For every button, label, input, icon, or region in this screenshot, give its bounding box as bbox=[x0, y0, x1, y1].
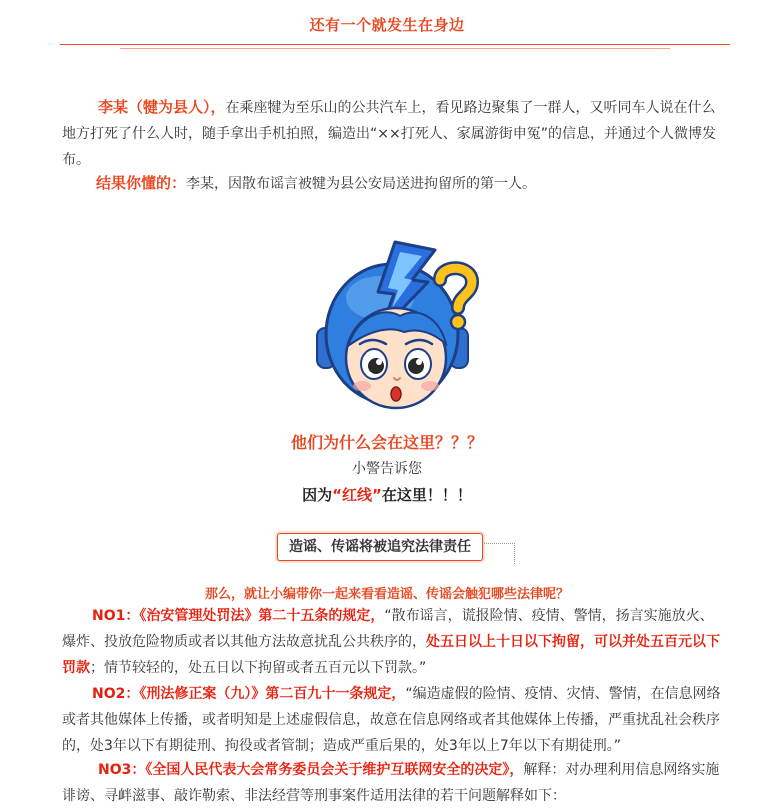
because-quote: “红线” bbox=[332, 486, 382, 504]
law-no2-text: “编造虚假的险情、疫情、灾情、警情，在信息网络或者其他媒体上传播，或者明知是上述虚假信息，故意在信息网络或者其他媒体上传播，严重扰乱社会秩序的，处3年以下有期徒刑、拘役或者管制；造成严重后果的，处3年以上7年以下有期徒刑。” bbox=[62, 686, 721, 754]
law-no3 bbox=[62, 757, 727, 809]
question-line: 他们为什么会在这里？？？ bbox=[290, 433, 483, 452]
title-divider bbox=[60, 44, 730, 45]
section-title: 还有一个就发生在身边 bbox=[309, 16, 465, 34]
law-no2 bbox=[62, 681, 727, 759]
law-no1-text-a: “散布谣言，谎报险情、疫情、警情，扬言实施放火、爆炸、投放危险物质或者以其他方法故意扰乱公共秩序的， bbox=[62, 608, 714, 650]
law-no1 bbox=[62, 603, 727, 681]
mascot-icon bbox=[300, 236, 490, 426]
because-line bbox=[0, 484, 774, 505]
law-no2-title: NO2：《刑法修正案（九）》第二百九十一条规定， bbox=[92, 686, 406, 702]
badge-dotted-connector bbox=[484, 543, 515, 564]
law-no1-text-b: ；情节较轻的，处五日以下拘留或者五百元以下罚款。” bbox=[90, 660, 427, 676]
law-no3-text: 解释：对办理利用信息网络实施诽谤、寻衅滋事、敲诈勒索、非法经营等刑事案件适用法律的若干问题解释如下： bbox=[62, 762, 720, 804]
law-no1-penalty: 处五日以上十日以下拘留，可以并处五百元以下罚款 bbox=[62, 634, 720, 676]
intro-line: 那么，就让小编带你一起来看看造谣、传谣会触犯哪些法律呢？ bbox=[204, 587, 569, 602]
story-name: 李某（犍为县人）， bbox=[98, 98, 226, 116]
law-no3-title: NO3：《全国人民代表大会常务委员会关于维护互联网安全的决定》， bbox=[98, 762, 524, 778]
warning-badge: 造谣、传谣将被追究法律责任 bbox=[277, 533, 483, 561]
title-divider-thin bbox=[120, 48, 670, 49]
result-text: 李某，因散布谣言被犍为县公安局送进拘留所的第一人。 bbox=[186, 176, 537, 192]
result-paragraph bbox=[96, 170, 726, 197]
result-label: 结果你懂的： bbox=[96, 174, 187, 192]
because-suffix: 在这里！！！ bbox=[381, 486, 472, 504]
sub-line: 小警告诉您 bbox=[352, 461, 422, 477]
story-paragraph bbox=[62, 94, 727, 173]
because-prefix: 因为 bbox=[302, 486, 333, 504]
story-text: 在乘座犍为至乐山的公共汽车上，看见路边聚集了一群人，又听同车人说在什么地方打死了什么人时，随手拿出手机拍照，编造出“××打死人、家属游街申冤”的信息，并通过个人微博发布。 bbox=[62, 100, 716, 168]
law-no1-title: NO1：《治安管理处罚法》第二十五条的规定， bbox=[92, 608, 385, 624]
